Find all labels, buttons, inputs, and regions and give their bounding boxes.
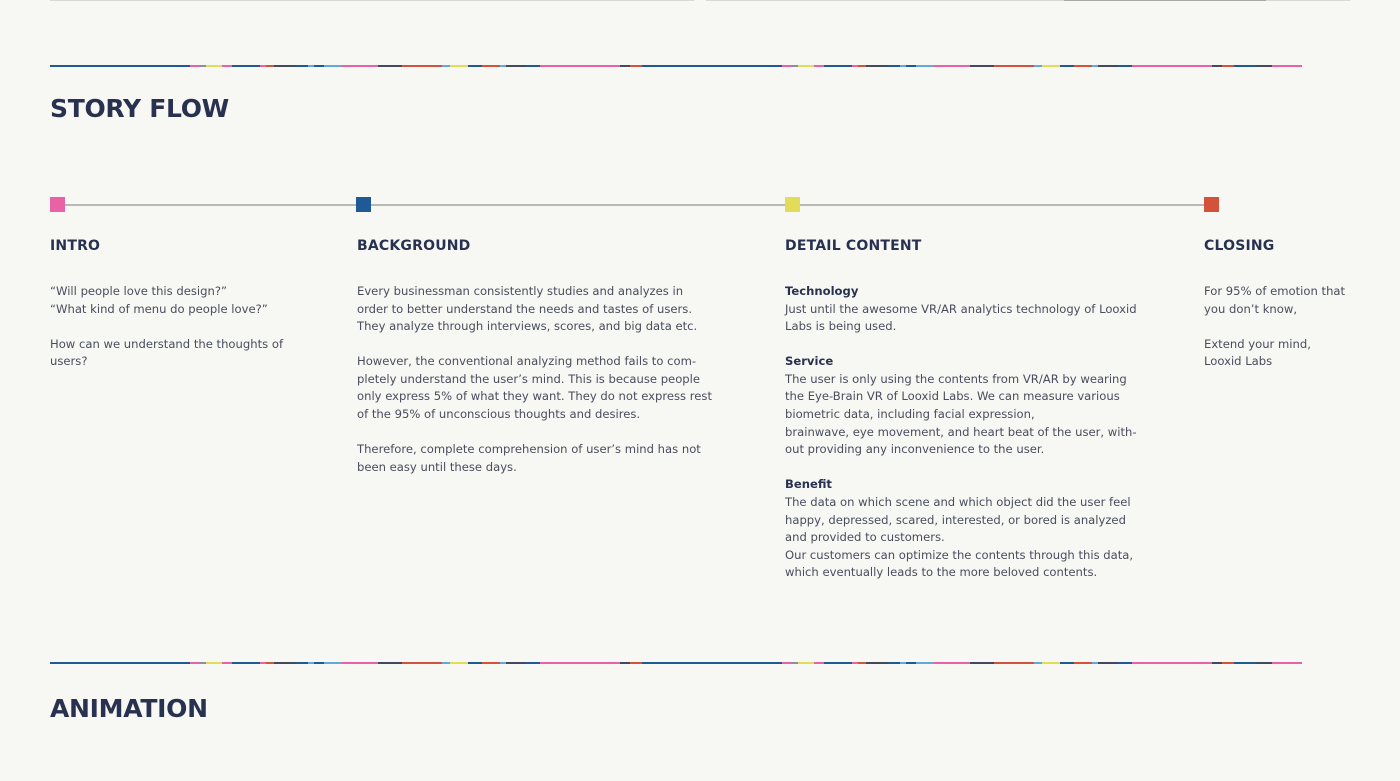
technology-text: Just until the awesome VR/AR analytics technology of Looxid Labs is being used. — [785, 301, 1137, 334]
technology-heading: Technology — [785, 284, 859, 298]
benefit-heading: Benefit — [785, 477, 832, 492]
benefit-text: The data on which scene and which object did the user feel happy, depressed, scared, interested, or bored is analyzed and provided to customers. Our customers can optimize the contents through this data, which eventually leads to the more beloved contents. — [785, 494, 1134, 580]
service-heading: Service — [785, 354, 834, 369]
closing-paragraph-2: Extend your mind, Looxid Labs — [1204, 336, 1311, 369]
top-scroll-indicator — [1064, 0, 1266, 1]
service-text: The user is only using the contents from VR/AR by wearing the Eye-Brain VR of Looxid Labs. We can measure various biometric data, including facial expression, brainwave, eye movement, and heart beat of the user, with- out providing any inconvenience to the user. — [785, 371, 1137, 457]
detail-content-title: DETAIL CONTENT — [785, 238, 922, 254]
closing-title: CLOSING — [1204, 238, 1275, 254]
timeline-line — [58, 204, 1218, 206]
background-column — [357, 237, 757, 494]
intro-paragraph-2: How can we understand the thoughts of users? — [50, 336, 284, 369]
background-paragraph-1: Every businessman consistently studies and analyzes in order to better understand the needs and tastes of users. They analyze through interviews, scores, and big data etc. — [357, 284, 698, 334]
closing-column — [1204, 237, 1384, 388]
background-paragraph-3: Therefore, complete comprehension of user’s mind has not been easy until these days. — [357, 442, 701, 474]
section-divider-bottom — [50, 662, 1350, 664]
section-divider-top — [50, 65, 1350, 67]
detail-content-column — [785, 237, 1185, 599]
background-paragraph-2: However, the conventional analyzing method fails to com- pletely understand the user’s mind. This is because people only express 5% of what they want. They do not express rest of the 95% of unconscious thoughts and desires. — [357, 354, 713, 422]
intro-marker — [50, 197, 65, 212]
top-image-edge-left — [50, 0, 694, 1]
intro-title: INTRO — [50, 238, 101, 254]
closing-marker — [1204, 197, 1219, 212]
closing-paragraph-1: For 95% of emotion that you don’t know, — [1204, 284, 1346, 316]
background-title: BACKGROUND — [357, 238, 471, 254]
background-marker — [356, 197, 371, 212]
story-flow-title: STORY FLOW — [50, 94, 229, 123]
animation-title: ANIMATION — [50, 694, 208, 723]
intro-paragraph-1: “Will people love this design?” “What kind of menu do people love?” — [50, 284, 268, 316]
detail-content-marker — [785, 197, 800, 212]
intro-column — [50, 237, 310, 388]
